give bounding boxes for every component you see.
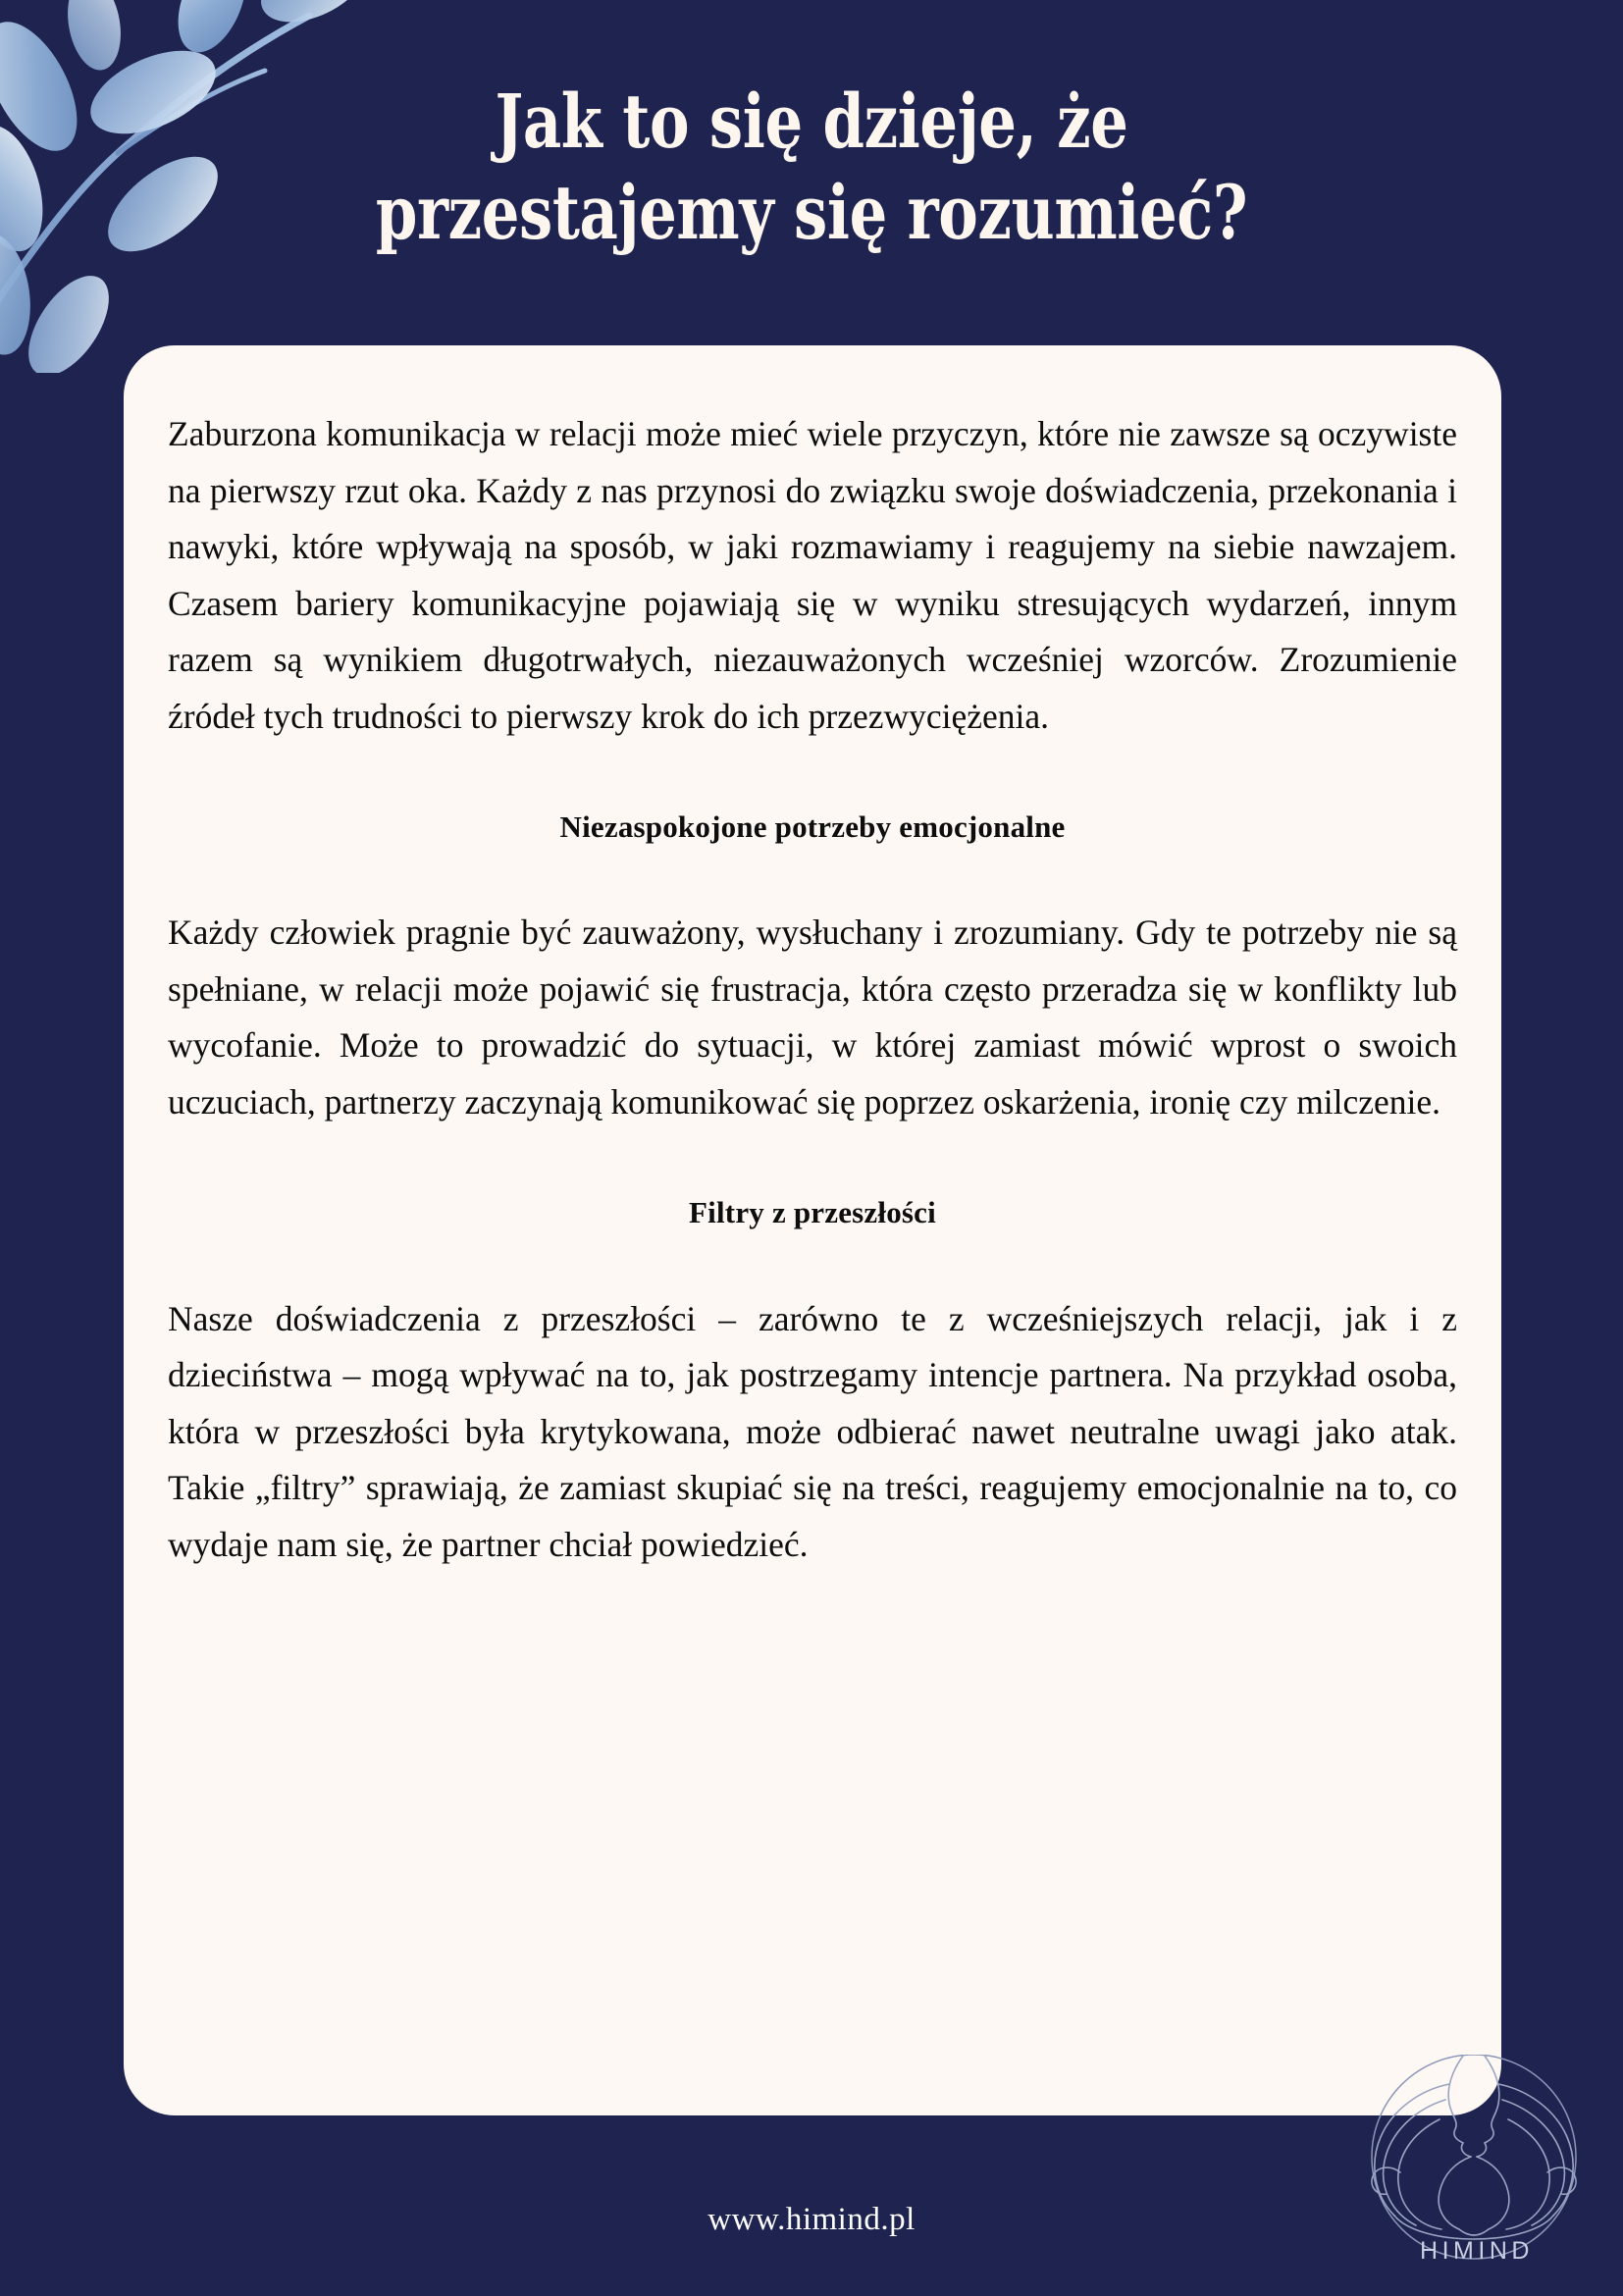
poster-title: [0, 77, 1623, 258]
card-inner: [168, 406, 1457, 1573]
paragraph-filters-from-the-past: Nasze doświadczenia z przeszłości – zarówno te z wcześniejszych relacji, jak i z dzieciństwa – mogą wpływać na to, jak postrzegamy intencje partnera. Na przykład osoba, która w przeszłości była krytykowana, może odbierać nawet neutralne uwagi jako atak. Takie „filtry” sprawiają, że zamiast skupiać się na treści, reagujemy emocjonalnie na to, co wydaje nam się, że partner chciał powiedzieć.: [168, 1298, 1457, 1564]
footer-website-url: www.himind.pl: [707, 2202, 916, 2237]
section-heading-filters-from-the-past: Filtry z przeszłości: [689, 1195, 936, 1230]
himind-wordmark: HIMIND: [1420, 2237, 1534, 2265]
section-heading-unmet-emotional-needs: Niezaspokojone potrzeby emocjonalne: [559, 809, 1066, 844]
content-card: [124, 345, 1501, 2115]
paragraph-unmet-emotional-needs: Każdy człowiek pragnie być zauważony, wysłuchany i zrozumiany. Gdy te potrzeby nie są spełniane, w relacji może pojawić się frustracja, która często przeradza się w konflikty lub wycofanie. Może to prowadzić do sytuacji, w której zamiast mówić wprost o swoich uczuciach, partnerzy zaczynają komunikować się poprzez oskarżenia, ironię czy milczenie.: [168, 913, 1457, 1122]
title-line-2: przestajemy się rozumieć?: [375, 168, 1248, 256]
title-line-1: Jak to się dzieje, że: [495, 78, 1128, 165]
intro-paragraph: Zaburzona komunikacja w relacji może mieć wiele przyczyn, które nie zawsze są oczywiste na pierwszy rzut oka. Każdy z nas przynosi do związku swoje doświadczenia, przekonania i nawyki, które wpływają na sposób, w jaki rozmawiamy i reagujemy na siebie nawzajem. Czasem bariery komunikacyjne pojawiają się w wyniku stresujących wydarzeń, innym razem są wynikiem długotrwałych, niezauważonych wcześniej wzorców. Zrozumienie źródeł tych trudności to pierwszy krok do ich przezwyciężenia.: [168, 414, 1457, 736]
